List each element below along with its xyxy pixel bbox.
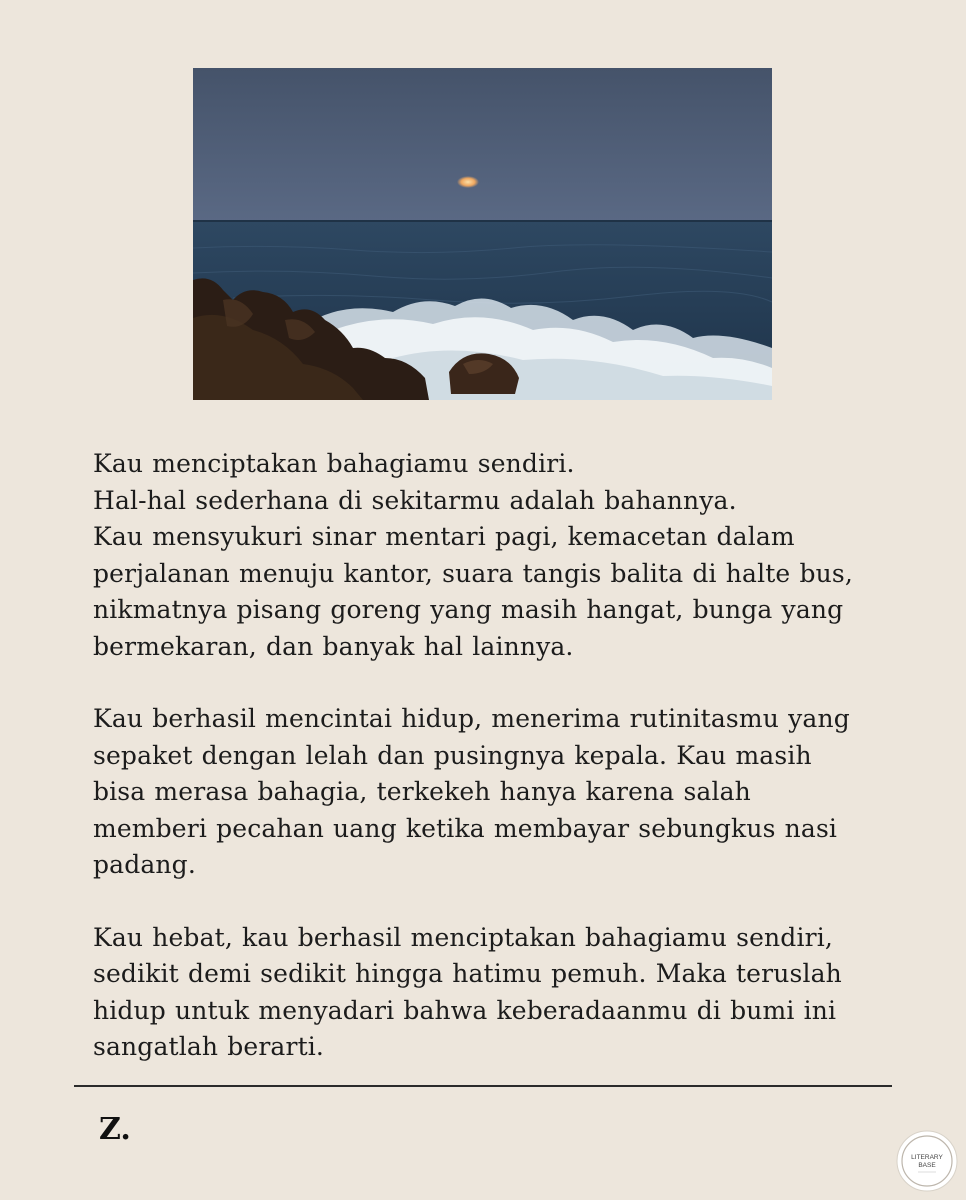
poem-line: sedikit demi sedikit hingga hatimu pemuh. Maka teruslah	[93, 959, 842, 988]
logo-line1: LITERARY	[911, 1154, 943, 1161]
paragraph-2	[93, 701, 913, 884]
poem-line: sangatlah berarti.	[93, 1032, 325, 1061]
poem-line: padang.	[93, 850, 196, 879]
poem-line: Kau hebat, kau berhasil menciptakan bahagiamu sendiri,	[93, 922, 833, 952]
poem-line: Kau mensyukuri sinar mentari pagi, kemacetan dalam	[93, 522, 795, 551]
sea-moon-photo	[193, 68, 772, 400]
poem-body	[93, 446, 913, 1066]
poem-line: bermekaran, dan banyak hal lainnya.	[93, 631, 574, 661]
poem-line: Kau berhasil mencintai hidup, menerima rutinitasmu yang	[93, 704, 850, 733]
signature: Z.	[99, 1112, 131, 1147]
poem-line: sepaket dengan lelah dan pusingnya kepala. Kau masih	[93, 740, 812, 770]
poem-line: memberi pecahan uang ketika membayar sebungkus nasi	[93, 813, 838, 843]
literary-base-logo	[896, 1130, 958, 1192]
poem-line: Hal-hal sederhana di sekitarmu adalah bahannya.	[93, 485, 737, 515]
moon-icon	[457, 176, 479, 188]
divider	[74, 1085, 892, 1087]
poem-line: perjalanan menuju kantor, suara tangis balita di halte bus,	[93, 558, 853, 588]
paragraph-3	[93, 920, 913, 1066]
logo-line2: BASE	[918, 1162, 936, 1169]
poem-line: nikmatnya pisang goreng yang masih hangat, bunga yang	[93, 595, 844, 624]
poem-line: bisa merasa bahagia, terkekeh hanya karena salah	[93, 777, 751, 806]
paragraph-1	[93, 446, 913, 665]
poem-line: Kau menciptakan bahagiamu sendiri.	[93, 449, 575, 478]
poem-line: hidup untuk menyadari bahwa keberadaanmu di bumi ini	[93, 995, 837, 1025]
